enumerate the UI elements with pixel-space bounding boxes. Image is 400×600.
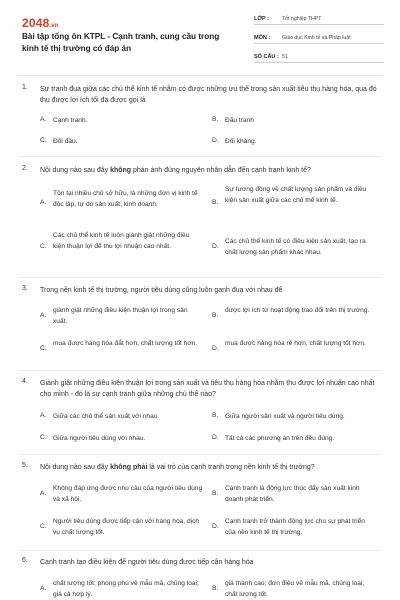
meta-row-class (254, 10, 384, 25)
question-text-end: phản ánh đúng nguyên nhân dẫn đến cạnh tranh kinh tế? (131, 167, 311, 174)
question-emphasis: không phải (110, 464, 148, 471)
question-emphasis: không (110, 167, 132, 174)
question-text-start: Cạnh tranh tạo điều kiện để người tiêu dùng được tiếp cận hàng hóa (40, 559, 254, 566)
question-divider (18, 277, 382, 278)
question-number: 1. (22, 84, 28, 91)
option-text: Đối kháng. (225, 138, 257, 145)
header-divider (18, 75, 382, 76)
question-6 (22, 557, 384, 600)
question-text-start: Nội dung nào sau đây (40, 464, 111, 471)
question-1 (22, 84, 384, 164)
option-text: Cạnh tranh trở thành động lực cho sự phát triển của nền kinh tế thị trường. (225, 518, 365, 536)
question-text-start: Giành giật những điều kiện thuận lợi trong sản xuất và tiêu thụ hàng hóa nhằm thu được lợi nhuận cao nhất cho mình - đó là sự cạnh tranh giữa những chủ thể nào? (40, 380, 375, 398)
site-logo[interactable] (22, 16, 59, 30)
question-2 (22, 165, 384, 277)
option-key: A. (40, 312, 47, 319)
meta-value: Giáo dục Kinh tế và Pháp luật (282, 35, 351, 41)
question-text-start: Nội dung nào sau đây (40, 167, 111, 174)
meta-label: MÔN : (254, 35, 271, 41)
option-text: Các chủ thể kinh tế có điều kiện sản xuất, tạo ra chất lượng sản phẩm khác nhau. (225, 238, 366, 256)
option-key: D. (212, 523, 219, 530)
option-text: Các chủ thể kinh tế luôn giành giật những điều kiện thuận lợi để thu lợi nhuận cao nhất. (53, 232, 190, 250)
question-divider (18, 550, 382, 551)
logo-suffix: .vn (49, 23, 59, 29)
meta-value: Tốt nghiệp THPT (282, 16, 322, 22)
question-text-start: Sự tranh đua giữa các chủ thể kinh tế nhằm có được những ưu thế trong sản xuất tiêu thụ hàng hóa, qua đó thu được lợi ích tối đa được gọi là (40, 86, 377, 104)
question-number: 5. (22, 462, 28, 469)
meta-label: SỐ CÂU : (254, 54, 279, 60)
question-text (40, 378, 380, 400)
option-key: B. (212, 412, 219, 419)
question-text (40, 557, 380, 568)
question-text (40, 165, 380, 176)
option-key: A. (40, 490, 47, 497)
option-key: A. (40, 412, 47, 419)
option-key: A. (40, 199, 47, 206)
option-key: C. (40, 345, 47, 352)
option-key: D. (212, 434, 219, 441)
meta-value: 51 (282, 54, 288, 60)
option-text: giá thành cao; đơn điệu về mẫu mã, chủng loại; chất lượng tốt. (225, 580, 365, 598)
question-text (40, 84, 380, 106)
meta-panel (254, 10, 384, 67)
question-4 (22, 378, 384, 454)
option-text: Giữa người sản xuất và người tiêu dùng. (225, 413, 345, 420)
option-text: mua được hàng hóa đắt hơn, chất lượng tốt hơn. (53, 340, 198, 347)
question-number: 3. (22, 285, 28, 292)
option-key: D. (212, 243, 219, 250)
option-text: Cạnh tranh là động lực thúc đẩy sản xuất kinh doanh phát triển. (225, 485, 360, 503)
option-key: C. (40, 523, 47, 530)
option-key: D. (212, 345, 219, 352)
question-text (40, 462, 380, 473)
option-text: Cạnh tranh. (53, 117, 88, 124)
question-number: 2. (22, 165, 28, 172)
option-text: giành giật những điều kiện thuận lợi trong sản xuất. (53, 307, 188, 325)
option-text: Tồn tại nhiều chủ sở hữu, là những đơn vị kinh tế độc lập, tự do sản xuất, kinh doanh. (53, 190, 198, 208)
question-text-end: là vai trò của cạnh tranh trong nền kinh tế thị trường? (147, 464, 315, 471)
meta-row-subject (254, 29, 384, 44)
option-key: B. (212, 199, 219, 206)
question-3 (22, 285, 384, 370)
option-key: D. (212, 137, 219, 144)
option-text: Sự tương đồng về chất lượng sản phẩm và điều kiện sản xuất giữa các chủ thể kinh tế. (225, 186, 367, 204)
option-key: A. (40, 585, 47, 592)
question-text-start: Trong nền kinh tế thị trường, người tiêu dùng cũng luôn ganh đua với nhau để (40, 287, 283, 294)
option-text: Đối đầu. (53, 138, 78, 145)
question-5 (22, 462, 384, 550)
question-divider (18, 370, 382, 371)
option-key: A. (40, 116, 47, 123)
option-text: Giữa các chủ thể sản xuất với nhau. (53, 413, 160, 420)
option-text: mua được hàng hóa rẻ hơn, chất lượng tốt hơn. (225, 340, 366, 347)
option-key: B. (212, 116, 219, 123)
option-key: C. (40, 137, 47, 144)
question-text (40, 285, 380, 296)
option-text: Đấu tranh (225, 117, 254, 124)
option-text: Giữa người tiêu dùng với nhau. (53, 435, 146, 442)
question-number: 6. (22, 557, 28, 564)
option-text: Không đáp ứng được nhu cầu của người tiêu dùng và xã hội. (53, 485, 203, 503)
option-key: B. (212, 585, 219, 592)
meta-label: LỚP : (254, 16, 269, 22)
option-text: được lợi ích từ hoạt động trao đổi trên thị trường. (225, 307, 370, 314)
document-title: Bài tập tổng ôn KTPL - Cạnh tranh, cung cầu trong kinh tế thị trường có đáp án (22, 32, 220, 53)
option-text: Tất cả các phương án trên đều đúng. (225, 435, 335, 442)
question-divider (18, 156, 382, 157)
option-key: C. (40, 434, 47, 441)
option-key: C. (40, 243, 47, 250)
meta-row-count (254, 48, 384, 63)
option-text: Người tiêu dùng được tiếp cận với hàng hóa, dịch vụ chất lượng tốt. (53, 518, 200, 536)
question-divider (18, 454, 382, 455)
option-key: B. (212, 312, 219, 319)
worksheet-header (22, 10, 382, 76)
logo-main: 2048 (22, 16, 50, 30)
question-number: 4. (22, 378, 28, 385)
option-key: B. (212, 490, 219, 497)
option-text: chất lượng tốt; phong phú về mẫu mã, chủng loại; giá cả hợp lý. (53, 580, 199, 598)
